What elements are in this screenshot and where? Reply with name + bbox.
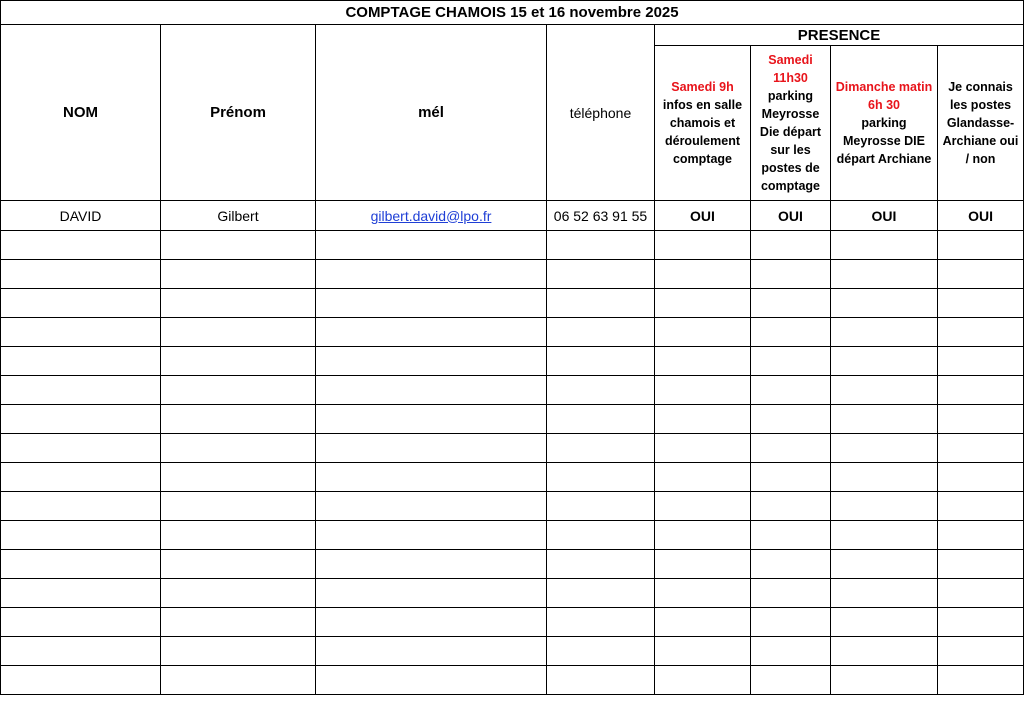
empty-cell[interactable] <box>751 318 831 347</box>
email-link[interactable]: gilbert.david@lpo.fr <box>370 207 492 224</box>
empty-cell[interactable] <box>751 376 831 405</box>
cell-prenom[interactable]: Gilbert <box>161 201 316 231</box>
empty-row <box>1 579 1024 608</box>
empty-cell[interactable] <box>1 289 161 318</box>
header-session-samedi-11h30 <box>751 46 831 201</box>
empty-cell[interactable] <box>938 637 1024 666</box>
cell-connait-postes[interactable]: OUI <box>938 201 1024 231</box>
empty-cell[interactable] <box>161 666 316 695</box>
empty-cell[interactable] <box>1 463 161 492</box>
empty-cell[interactable] <box>161 637 316 666</box>
empty-cell[interactable] <box>547 376 655 405</box>
empty-cell[interactable] <box>938 405 1024 434</box>
empty-cell[interactable] <box>161 521 316 550</box>
empty-cell[interactable] <box>316 666 547 695</box>
cell-telephone[interactable]: 06 52 63 91 55 <box>547 201 655 231</box>
cell-samedi-9h[interactable]: OUI <box>655 201 751 231</box>
sheet-title: COMPTAGE CHAMOIS 15 et 16 novembre 2025 <box>1 1 1024 25</box>
empty-cell[interactable] <box>161 492 316 521</box>
empty-cell[interactable] <box>316 637 547 666</box>
empty-cell[interactable] <box>831 608 938 637</box>
empty-cell[interactable] <box>938 318 1024 347</box>
empty-cell[interactable] <box>1 376 161 405</box>
empty-cell[interactable] <box>1 260 161 289</box>
empty-cell[interactable] <box>547 492 655 521</box>
empty-row <box>1 463 1024 492</box>
empty-cell[interactable] <box>316 492 547 521</box>
empty-cell[interactable] <box>1 666 161 695</box>
empty-cell[interactable] <box>547 289 655 318</box>
cell-samedi-11h30[interactable]: OUI <box>751 201 831 231</box>
table-row <box>1 201 1024 231</box>
empty-cell[interactable] <box>751 405 831 434</box>
empty-cell[interactable] <box>316 463 547 492</box>
header-connait-postes <box>938 46 1024 201</box>
empty-cell[interactable] <box>1 434 161 463</box>
empty-row <box>1 637 1024 666</box>
session-time: Dimanche matin 6h 30 <box>835 80 933 112</box>
empty-cell[interactable] <box>751 521 831 550</box>
empty-cell[interactable] <box>751 579 831 608</box>
empty-cell[interactable] <box>161 260 316 289</box>
empty-cell[interactable] <box>655 289 751 318</box>
empty-cell[interactable] <box>655 260 751 289</box>
empty-cell[interactable] <box>655 550 751 579</box>
empty-cell[interactable] <box>161 434 316 463</box>
empty-cell[interactable] <box>751 260 831 289</box>
empty-cell[interactable] <box>316 376 547 405</box>
empty-cell[interactable] <box>751 608 831 637</box>
empty-cell[interactable] <box>1 405 161 434</box>
empty-cell[interactable] <box>938 521 1024 550</box>
header-nom: NOM <box>1 25 161 201</box>
empty-row <box>1 550 1024 579</box>
empty-cell[interactable] <box>655 666 751 695</box>
empty-cell[interactable] <box>751 492 831 521</box>
empty-cell[interactable] <box>831 637 938 666</box>
empty-cell[interactable] <box>1 492 161 521</box>
empty-cell[interactable] <box>161 405 316 434</box>
empty-cell[interactable] <box>547 637 655 666</box>
header-session-dimanche-matin <box>831 46 938 201</box>
empty-cell[interactable] <box>751 434 831 463</box>
empty-cell[interactable] <box>655 318 751 347</box>
empty-cell[interactable] <box>831 376 938 405</box>
empty-cell[interactable] <box>831 521 938 550</box>
empty-cell[interactable] <box>316 579 547 608</box>
empty-cell[interactable] <box>547 463 655 492</box>
empty-cell[interactable] <box>547 405 655 434</box>
empty-cell[interactable] <box>938 260 1024 289</box>
empty-cell[interactable] <box>831 492 938 521</box>
empty-cell[interactable] <box>316 318 547 347</box>
empty-cell[interactable] <box>316 550 547 579</box>
empty-cell[interactable] <box>831 463 938 492</box>
session-time: Samedi 9h <box>671 80 734 94</box>
empty-cell[interactable] <box>547 521 655 550</box>
empty-cell[interactable] <box>831 405 938 434</box>
empty-rows <box>1 231 1024 695</box>
empty-cell[interactable] <box>1 231 161 260</box>
empty-cell[interactable] <box>831 434 938 463</box>
empty-cell[interactable] <box>655 463 751 492</box>
empty-cell[interactable] <box>161 550 316 579</box>
empty-row <box>1 231 1024 260</box>
empty-cell[interactable] <box>161 231 316 260</box>
empty-row <box>1 289 1024 318</box>
empty-row <box>1 608 1024 637</box>
empty-row <box>1 521 1024 550</box>
header-prenom: Prénom <box>161 25 316 201</box>
header-presence: PRESENCE <box>655 25 1024 46</box>
empty-cell[interactable] <box>316 347 547 376</box>
empty-cell[interactable] <box>1 521 161 550</box>
cell-mel[interactable] <box>316 201 547 231</box>
empty-cell[interactable] <box>938 550 1024 579</box>
empty-cell[interactable] <box>655 231 751 260</box>
empty-cell[interactable] <box>161 608 316 637</box>
empty-cell[interactable] <box>938 463 1024 492</box>
empty-cell[interactable] <box>316 405 547 434</box>
empty-cell[interactable] <box>161 347 316 376</box>
session-description: Je connais les postes Glandasse-Archiane oui / non <box>942 80 1019 166</box>
empty-cell[interactable] <box>547 260 655 289</box>
empty-cell[interactable] <box>1 637 161 666</box>
empty-cell[interactable] <box>831 318 938 347</box>
empty-cell[interactable] <box>547 347 655 376</box>
empty-row <box>1 434 1024 463</box>
empty-cell[interactable] <box>547 579 655 608</box>
empty-cell[interactable] <box>655 579 751 608</box>
empty-cell[interactable] <box>547 434 655 463</box>
empty-cell[interactable] <box>751 666 831 695</box>
empty-cell[interactable] <box>1 318 161 347</box>
empty-cell[interactable] <box>1 579 161 608</box>
empty-cell[interactable] <box>751 637 831 666</box>
empty-cell[interactable] <box>655 434 751 463</box>
empty-cell[interactable] <box>938 376 1024 405</box>
header-mel: mél <box>316 25 547 201</box>
empty-cell[interactable] <box>316 289 547 318</box>
empty-cell[interactable] <box>1 347 161 376</box>
empty-cell[interactable] <box>831 289 938 318</box>
empty-cell[interactable] <box>938 289 1024 318</box>
empty-cell[interactable] <box>316 434 547 463</box>
empty-cell[interactable] <box>938 666 1024 695</box>
session-description: parking Meyrosse DIE départ Archiane <box>836 116 932 166</box>
empty-cell[interactable] <box>547 666 655 695</box>
empty-cell[interactable] <box>938 434 1024 463</box>
empty-cell[interactable] <box>751 463 831 492</box>
empty-cell[interactable] <box>316 260 547 289</box>
empty-cell[interactable] <box>547 550 655 579</box>
empty-cell[interactable] <box>161 376 316 405</box>
cell-nom[interactable]: DAVID <box>1 201 161 231</box>
empty-cell[interactable] <box>655 492 751 521</box>
empty-row <box>1 376 1024 405</box>
empty-cell[interactable] <box>655 608 751 637</box>
header-telephone: téléphone <box>547 25 655 201</box>
empty-cell[interactable] <box>751 231 831 260</box>
empty-cell[interactable] <box>831 666 938 695</box>
empty-row <box>1 318 1024 347</box>
empty-cell[interactable] <box>655 376 751 405</box>
empty-cell[interactable] <box>161 318 316 347</box>
header-session-samedi-9h <box>655 46 751 201</box>
empty-cell[interactable] <box>751 289 831 318</box>
empty-cell[interactable] <box>751 550 831 579</box>
session-time: Samedi 11h30 <box>768 53 813 85</box>
empty-cell[interactable] <box>1 550 161 579</box>
empty-cell[interactable] <box>831 260 938 289</box>
empty-cell[interactable] <box>316 608 547 637</box>
empty-cell[interactable] <box>938 579 1024 608</box>
empty-row <box>1 347 1024 376</box>
empty-cell[interactable] <box>655 637 751 666</box>
empty-cell[interactable] <box>316 231 547 260</box>
empty-cell[interactable] <box>161 463 316 492</box>
empty-cell[interactable] <box>938 608 1024 637</box>
empty-cell[interactable] <box>547 318 655 347</box>
empty-row <box>1 260 1024 289</box>
empty-cell[interactable] <box>938 347 1024 376</box>
empty-cell[interactable] <box>831 579 938 608</box>
empty-cell[interactable] <box>547 231 655 260</box>
empty-cell[interactable] <box>316 521 547 550</box>
empty-cell[interactable] <box>1 608 161 637</box>
empty-cell[interactable] <box>655 347 751 376</box>
empty-cell[interactable] <box>751 347 831 376</box>
session-description: infos en salle chamois et déroulement comptage <box>662 98 743 166</box>
empty-cell[interactable] <box>547 608 655 637</box>
session-description: parking Meyrosse Die départ sur les postes de comptage <box>759 89 822 193</box>
cell-dimanche-matin[interactable]: OUI <box>831 201 938 231</box>
empty-row <box>1 405 1024 434</box>
empty-cell[interactable] <box>161 289 316 318</box>
empty-cell[interactable] <box>831 550 938 579</box>
empty-cell[interactable] <box>655 405 751 434</box>
empty-row <box>1 492 1024 521</box>
empty-cell[interactable] <box>831 231 938 260</box>
empty-row <box>1 666 1024 695</box>
empty-cell[interactable] <box>161 579 316 608</box>
empty-cell[interactable] <box>831 347 938 376</box>
empty-cell[interactable] <box>938 231 1024 260</box>
empty-cell[interactable] <box>655 521 751 550</box>
empty-cell[interactable] <box>938 492 1024 521</box>
